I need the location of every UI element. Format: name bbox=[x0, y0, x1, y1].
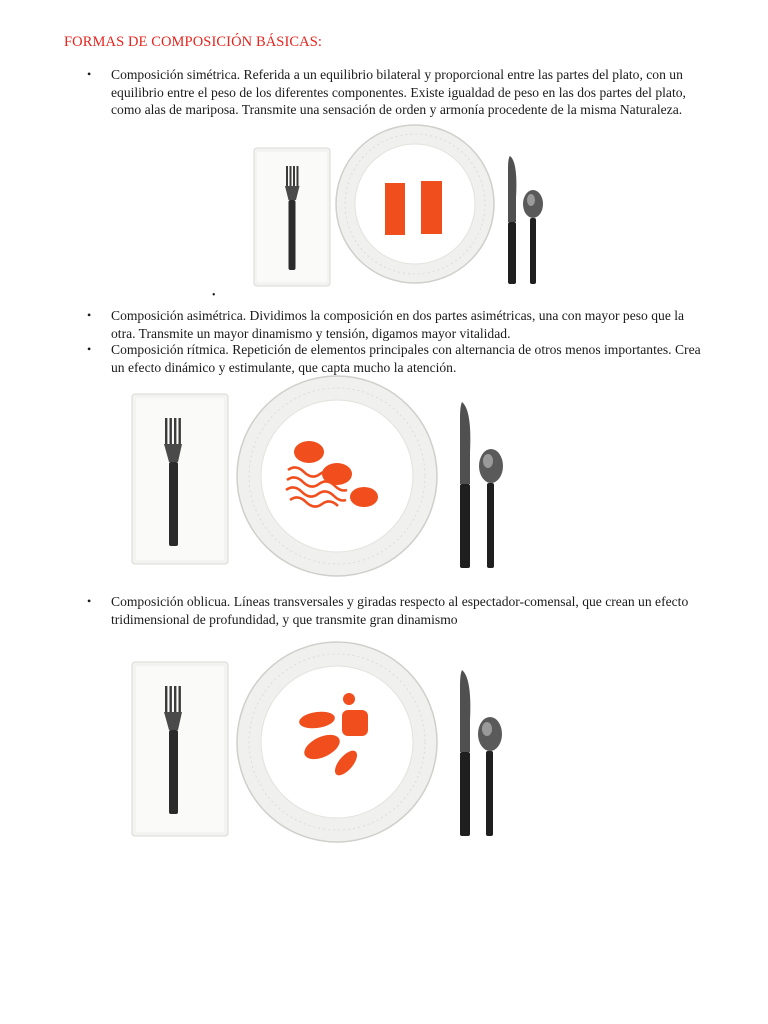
spoon-icon bbox=[478, 717, 502, 836]
list-item-text: Composición asimétrica. Dividimos la composición en dos partes asimétricas, una con mayor peso que la otra. Transmite un mayor dinamismo y tensión, digamos mayor vitalidad. bbox=[111, 308, 685, 341]
list-item-text: Composición rítmica. Repetición de elementos principales con alternancia de otros menos importantes. Crea un efecto dinámico y estimulante, que capta mucho la atención. bbox=[111, 342, 701, 375]
list-item-oblicua bbox=[87, 593, 711, 628]
bullet: • bbox=[87, 308, 92, 322]
list-item-text: Composición simétrica. Referida a un equilibrio bilateral y proporcional entre las partes del plato, con un equilibrio entre el peso de los diferentes componentes. Existe igualdad de peso en las dos partes del plato, como alas de mariposa. Transmite una sensación de orden y armonía procedente de la misma Naturaleza. bbox=[111, 67, 686, 117]
list-item-ritmica bbox=[87, 341, 711, 376]
knife-icon bbox=[508, 156, 516, 284]
page-title: FORMAS DE COMPOSICIÓN BÁSICAS: bbox=[64, 34, 323, 50]
rhythmic-plate-illustration bbox=[130, 380, 510, 572]
list-item-text: Composición oblicua. Líneas transversales y giradas respecto al espectador-comensal, que crean un efecto tridimensional de profundidad, y que transmite gran dinamismo bbox=[111, 594, 689, 627]
oblique-plate-illustration bbox=[130, 648, 510, 840]
list-item-asimetrica bbox=[87, 307, 711, 342]
spoon-icon bbox=[523, 190, 543, 284]
bullet: • bbox=[87, 342, 92, 356]
plate bbox=[336, 125, 494, 283]
empty-bullet: • bbox=[212, 290, 216, 301]
symmetric-plate-illustration bbox=[250, 138, 550, 290]
bullet: • bbox=[87, 67, 92, 81]
knife-icon bbox=[460, 670, 470, 836]
spoon-icon bbox=[479, 449, 503, 568]
list-item-simetrica bbox=[87, 66, 711, 119]
knife-icon bbox=[460, 402, 470, 568]
bullet: • bbox=[87, 594, 92, 608]
